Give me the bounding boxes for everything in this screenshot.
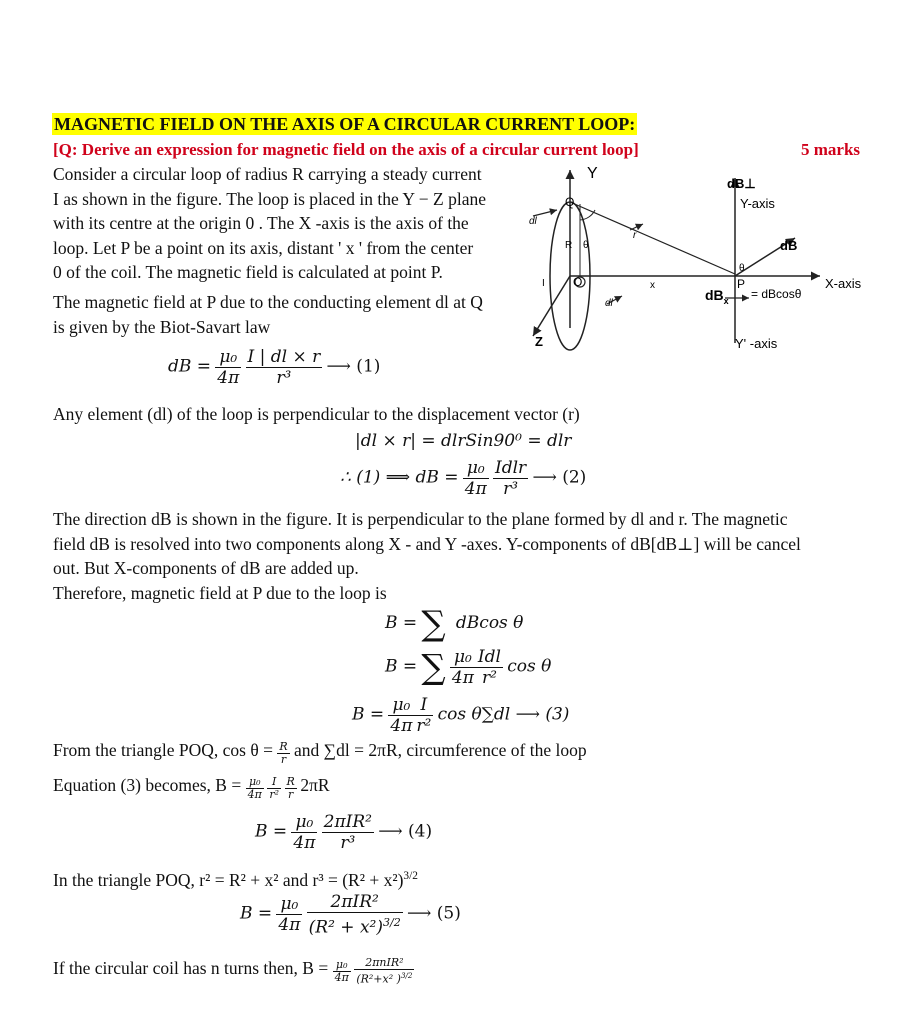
sum1-lhs: B = bbox=[385, 612, 418, 633]
eq2-lhs: ∴ (1) ⟹ dB = bbox=[340, 467, 459, 488]
page-title: MAGNETIC FIELD ON THE AXIS OF A CIRCULAR CURRENT LOOP: bbox=[54, 114, 636, 134]
eq4-tag: ⟶ (4) bbox=[378, 821, 433, 842]
intro-paragraph bbox=[53, 162, 486, 285]
biot-line: The magnetic field at P due to the conducting element dl at Q bbox=[53, 292, 483, 312]
label-y: Y bbox=[587, 165, 598, 182]
label-dl-bottom: dl bbox=[605, 298, 613, 309]
label-theta-p: θ bbox=[739, 263, 745, 274]
eq1-coef: $\frac{\text{μ₀}}{4\pi}$ bbox=[217, 347, 240, 388]
eq1-tag: ⟶ (1) bbox=[326, 356, 381, 377]
eq5-tag: ⟶ (5) bbox=[407, 903, 461, 924]
direction-line: field dB is resolved into two components along X - and Y -axes. Y-components of dB[dB⊥] will be cancel bbox=[53, 533, 801, 554]
sum1-rhs: dBcos θ bbox=[455, 612, 524, 633]
triangle-post: and ∑dl = 2πR, circumference of the loop bbox=[294, 740, 587, 760]
label-dl-top: dl bbox=[529, 216, 537, 227]
sum2-main: $\frac{\text{Idl}}{\text{r²}}$ bbox=[477, 647, 501, 688]
eq3-rhs: cos θ∑dl ⟶ (3) bbox=[437, 704, 570, 725]
eq3-main: $\frac{I}{\text{r²}}$ bbox=[416, 695, 432, 736]
label-y-axis: Y-axis bbox=[740, 196, 775, 211]
direction-line: Therefore, magnetic field at P due to the loop is bbox=[53, 582, 387, 603]
triangle-line bbox=[53, 738, 587, 766]
perpendicular-line: Any element (dl) of the loop is perpendicular to the displacement vector (r) bbox=[53, 404, 580, 424]
final-main: $\frac{\text{2πnIR²}}{(R^2+x^2 )^{3/2}}$ bbox=[356, 955, 413, 986]
intro-line: Consider a circular loop of radius R carrying a steady current bbox=[53, 164, 482, 184]
eq3b-post: 2πR bbox=[300, 775, 330, 795]
eq4-lhs: B = bbox=[255, 821, 288, 842]
direction-paragraph bbox=[53, 507, 873, 605]
eq3b-coef: $\frac{\text{μ₀}}{4\pi}$ bbox=[247, 774, 262, 801]
eq2-tag: ⟶ (2) bbox=[532, 467, 587, 488]
sum1-sigma: ∑ bbox=[421, 604, 446, 644]
sum-equation-1 bbox=[385, 604, 523, 644]
cross-product-line: |dl × r| = dlrSin90⁰ = dlr bbox=[355, 431, 572, 451]
marks: 5 marks bbox=[801, 140, 861, 159]
label-x: x bbox=[650, 280, 655, 291]
eq2-main: $\frac{\text{Idlr}}{\text{r³}}$ bbox=[495, 458, 527, 499]
label-x-axis: X-axis bbox=[825, 276, 862, 291]
eq3-lhs: B = bbox=[352, 704, 385, 725]
label-i: I bbox=[542, 278, 545, 289]
triangle2-exp: 3/2 bbox=[403, 870, 418, 882]
label-q: Q bbox=[565, 195, 575, 209]
final-line bbox=[53, 956, 414, 985]
label-y-prime: Y' -axis bbox=[735, 336, 778, 351]
eq4-coef: $\frac{\text{μ₀}}{4\pi}$ bbox=[293, 812, 316, 853]
label-dbcos: = dBcosθ bbox=[751, 287, 802, 301]
triangle2-line bbox=[53, 864, 418, 892]
eq5-main: $\frac{\text{2πIR²}}{(R^2 + x^2)^{3/2}}$ bbox=[308, 892, 401, 938]
biot-paragraph bbox=[53, 290, 483, 339]
sum-equation-2 bbox=[385, 647, 551, 688]
triangle-frac: $\frac{R}{r}$ bbox=[279, 739, 288, 766]
intro-line: I as shown in the figure. The loop is placed in the Y − Z plane bbox=[53, 188, 487, 209]
sum2-rhs: cos θ bbox=[507, 656, 552, 677]
eq3b-frac2: $\frac{R}{r}$ bbox=[286, 774, 295, 801]
eq4-main: $\frac{\text{2πIR²}}{\text{r³}}$ bbox=[323, 812, 372, 853]
intro-line: loop. Let P be a point on its axis, distant ' x ' from the center bbox=[53, 237, 474, 258]
equation-3 bbox=[352, 695, 569, 736]
triangle2-text: In the triangle POQ, r² = R² + x² and r³ = (R² + x²) bbox=[53, 869, 404, 890]
equation-5 bbox=[240, 892, 461, 938]
r-vector-line bbox=[570, 202, 735, 274]
final-pre: If the circular coil has n turns then, B = bbox=[53, 958, 329, 978]
eq5-coef: $\frac{\text{μ₀}}{4\pi}$ bbox=[278, 894, 301, 936]
eq3-coef: $\frac{\text{μ₀}}{4\pi}$ bbox=[390, 695, 413, 736]
label-r-vec: r bbox=[633, 230, 637, 241]
label-dbx: $dB_x$ bbox=[705, 287, 729, 306]
equation-4 bbox=[255, 812, 432, 853]
question: [Q: Derive an expression for magnetic field on the axis of a circular current loop] bbox=[53, 140, 639, 159]
eq3b-frac1: $\frac{I}{\text{r²}}$ bbox=[269, 774, 280, 801]
equation-1 bbox=[168, 347, 380, 388]
sum2-lhs: B = bbox=[385, 656, 418, 677]
loop-diagram bbox=[525, 158, 885, 373]
label-p: P bbox=[737, 277, 746, 291]
intro-line: 0 of the coil. The magnetic field is calculated at point P. bbox=[53, 262, 443, 282]
label-r: R bbox=[565, 240, 573, 251]
label-theta-q: θ bbox=[583, 240, 589, 251]
direction-line: The direction dB is shown in the figure. It is perpendicular to the plane formed by dl and r. The magnetic bbox=[53, 509, 788, 529]
eq3-becomes-line bbox=[53, 773, 330, 801]
eq5-lhs: B = bbox=[240, 903, 273, 924]
direction-line: out. But X-components of dB are added up. bbox=[53, 558, 359, 578]
label-z: Z bbox=[535, 334, 543, 349]
eq1-lhs: dB = bbox=[168, 356, 212, 377]
eq2-coef: $\frac{\text{μ₀}}{4\pi}$ bbox=[464, 458, 487, 499]
equation-2 bbox=[340, 458, 586, 499]
eq3b-pre: Equation (3) becomes, B = bbox=[53, 775, 242, 795]
sum2-sigma: ∑ bbox=[421, 647, 446, 688]
eq1-main: $\frac{I | dl \times r}{\text{r³}}$ bbox=[247, 347, 321, 388]
sum2-coef: $\frac{\text{μ₀}}{4\pi}$ bbox=[451, 647, 474, 688]
biot-line: is given by the Biot-Savart law bbox=[53, 316, 271, 337]
triangle-pre: From the triangle POQ, cos θ = bbox=[53, 740, 273, 760]
label-db-perp: dB⊥ bbox=[727, 176, 756, 191]
label-db: dB bbox=[780, 238, 798, 253]
label-o: O bbox=[573, 275, 583, 289]
intro-line: with its centre at the origin 0 . The X -axis is the axis of the bbox=[53, 213, 469, 233]
final-coef: $\frac{\text{μ₀}}{4\pi}$ bbox=[334, 957, 349, 984]
